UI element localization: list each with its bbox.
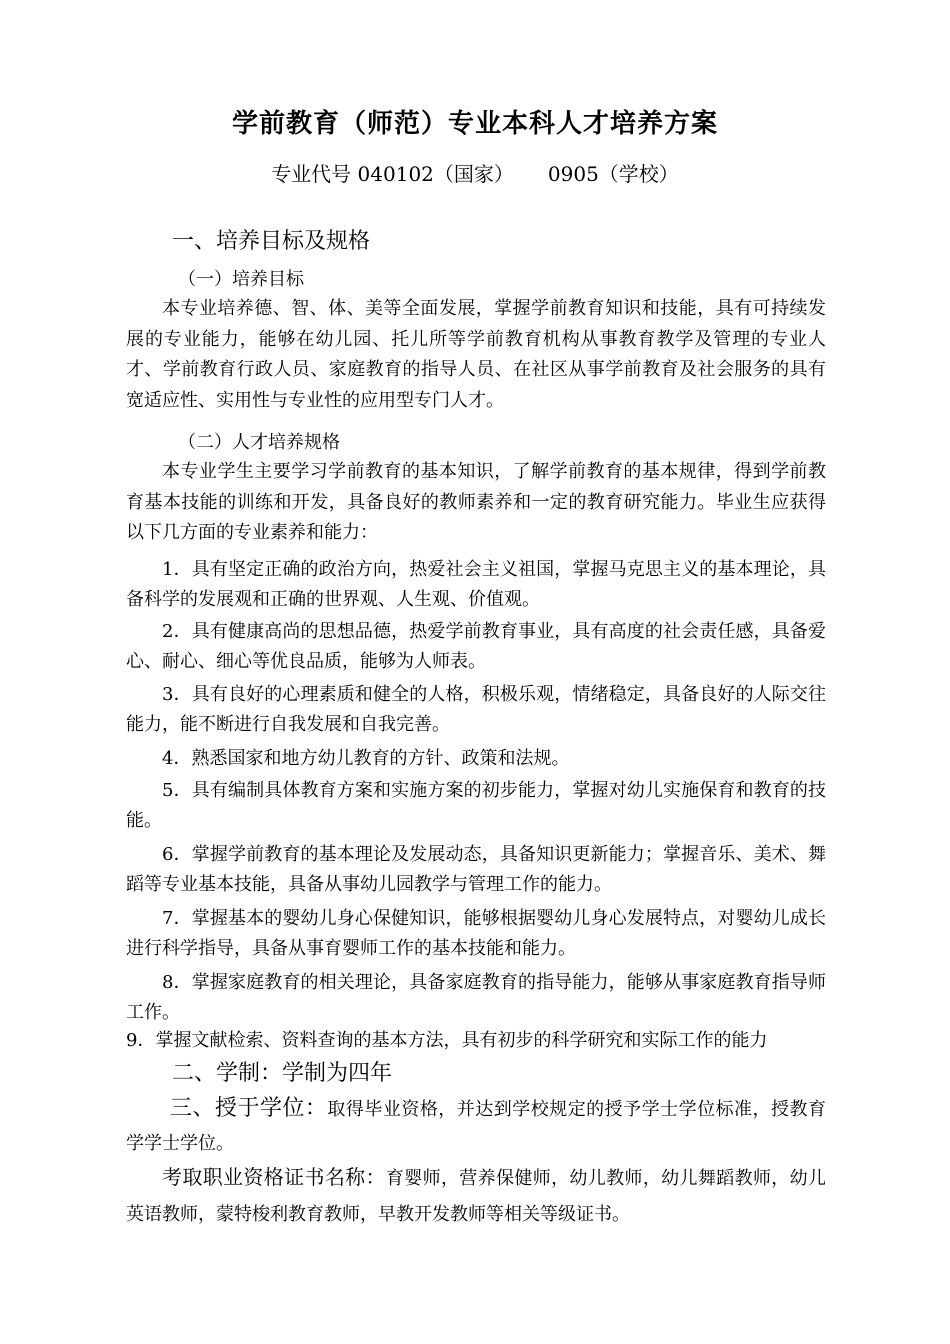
certificates-lead: 考取职业资格证书名称： (162, 1165, 386, 1189)
spec-item-5: 5．具有编制具体教育方案和实施方案的初步能力，掌握对幼儿实施保育和教育的技能。 (126, 780, 826, 831)
sub1-heading: （一）培养目标 (178, 269, 304, 290)
spec-item-4: 4．熟悉国家和地方幼儿教育的方针、政策和法规。 (162, 748, 570, 769)
spec-item-7: 7．掌握基本的婴幼儿身心保健知识，能够根据婴幼儿身心发展特点，对婴幼儿成长进行科学指导，具备从事育婴师工作的基本技能和能力。 (126, 908, 826, 959)
section3-lead: 三、授于学位： (170, 1096, 328, 1121)
spec-item-9: 9．掌握文献检索、资料查询的基本方法，具有初步的科学研究和实际工作的能力 (126, 1030, 768, 1051)
spec-item-6: 6．掌握学前教育的基本理论及发展动态，具备知识更新能力；掌握音乐、美术、舞蹈等专业基本技能，具备从事幼儿园教学与管理工作的能力。 (126, 844, 826, 895)
training-spec-text: 本专业学生主要学习学前教育的基本知识，了解学前教育的基本规律，得到学前教育基本技能的训练和开发，具备良好的教师素养和一定的教育研究能力。毕业生应获得以下几方面的专业素养和能力： (126, 461, 826, 543)
spec-item-2: 2．具有健康高尚的思想品德，热爱学前教育事业，具有高度的社会责任感，具备爱心、耐心、细心等优良品质，能够为人师表。 (126, 621, 826, 672)
section3-degree (126, 1092, 826, 1161)
national-code: 专业代号 040102（国家） (271, 162, 514, 186)
program-code (0, 158, 950, 187)
spec-item-3: 3．具有良好的心理素质和健全的人格，积极乐观，情绪稳定，具备良好的人际交往能力，能不断进行自我发展和自我完善。 (126, 684, 826, 735)
section1-heading: 一、培养目标及规格 (172, 229, 371, 254)
spec-item-1: 1．具有坚定正确的政治方向，热爱社会主义祖国，掌握马克思主义的基本理论，具备科学的发展观和正确的世界观、人生观、价值观。 (126, 559, 826, 610)
sub2-heading: （二）人才培养规格 (178, 432, 340, 453)
section2-heading: 二、学制：学制为四年 (172, 1061, 393, 1086)
certificates-text: 育婴师，营养保健师，幼儿教师，幼儿舞蹈教师，幼儿英语教师，蒙特梭利教育教师，早教开发教师等相关等级证书。 (126, 1168, 827, 1225)
spec-item-8: 8．掌握家庭教育的相关理论，具备家庭教育的指导能力，能够从事家庭教育指导师工作。 (126, 972, 826, 1023)
school-code: 0905（学校） (547, 162, 679, 186)
section3-text: 取得毕业资格，并达到学校规定的授予学士学位标准，授教育学学士学位。 (126, 1099, 826, 1154)
certificates (126, 1159, 826, 1233)
training-goal-text: 本专业培养德、智、体、美等全面发展，掌握学前教育知识和技能，具有可持续发展的专业能力，能够在幼儿园、托儿所等学前教育机构从事教育教学及管理的专业人才、学前教育行政人员、家庭教育的指导人员、在社区从事学前教育及社会服务的具有宽适应性、实用性与专业性的应用型专门人才。 (126, 298, 826, 411)
document-title: 学前教育（师范）专业本科人才培养方案 (231, 109, 718, 139)
